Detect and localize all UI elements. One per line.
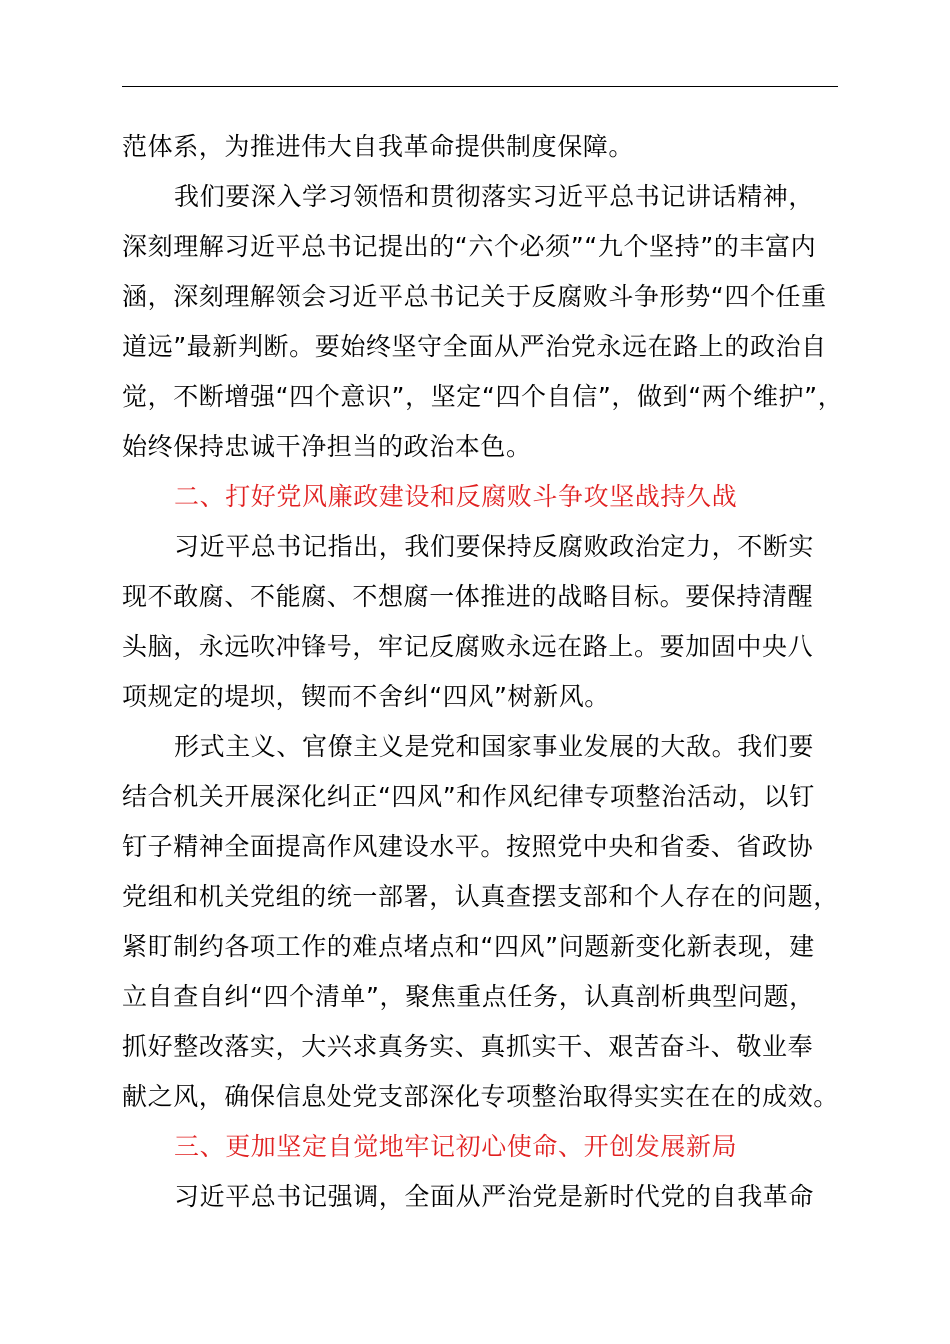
paragraph bbox=[122, 722, 838, 1122]
text-line: 觉，不断增强“四个意识”，坚定“四个自信”，做到“两个维护”， bbox=[122, 382, 844, 411]
text-line: 头脑，永远吹冲锋号，牢记反腐败永远在路上。要加固中央八 bbox=[122, 632, 814, 661]
paragraph bbox=[122, 522, 838, 722]
text-line: 形式主义、官僚主义是党和国家事业发展的大敌。我们要 bbox=[174, 732, 815, 761]
text-line: 深刻理解习近平总书记提出的“六个必须”“九个坚持”的丰富内 bbox=[122, 232, 817, 261]
text-line: 立自查自纠“四个清单”，聚焦重点任务，认真剖析典型问题， bbox=[122, 982, 815, 1011]
document-body bbox=[122, 122, 844, 1222]
paragraph bbox=[122, 172, 844, 472]
text-line: 钉子精神全面提高作风建设水平。按照党中央和省委、省政协 bbox=[122, 832, 814, 861]
text-line: 道远”最新判断。要始终坚守全面从严治党永远在路上的政治自 bbox=[122, 332, 827, 361]
text-line: 项规定的堤坝，锲而不舍纠“四风”树新风。 bbox=[122, 682, 610, 711]
text-line: 始终保持忠诚干净担当的政治本色。 bbox=[122, 432, 532, 461]
text-line: 范体系，为推进伟大自我革命提供制度保障。 bbox=[122, 132, 635, 161]
section-heading bbox=[122, 472, 838, 522]
text-line: 习近平总书记强调，全面从严治党是新时代党的自我革命 bbox=[174, 1182, 815, 1211]
text-line: 抓好整改落实，大兴求真务实、真抓实干、艰苦奋斗、敬业奉 bbox=[122, 1032, 814, 1061]
paragraph-continuation bbox=[122, 122, 838, 172]
heading-line: 二、打好党风廉政建设和反腐败斗争攻坚战持久战 bbox=[174, 482, 738, 511]
paragraph bbox=[122, 1172, 838, 1222]
heading-line: 三、更加坚定自觉地牢记初心使命、开创发展新局 bbox=[174, 1132, 738, 1161]
text-line: 现不敢腐、不能腐、不想腐一体推进的战略目标。要保持清醒 bbox=[122, 582, 814, 611]
text-line: 献之风，确保信息处党支部深化专项整治取得实实在在的成效。 bbox=[122, 1082, 839, 1111]
text-line: 习近平总书记指出，我们要保持反腐败政治定力，不断实 bbox=[174, 532, 815, 561]
header-rule bbox=[122, 86, 838, 87]
section-heading bbox=[122, 1122, 838, 1172]
text-line: 涵，深刻理解领会习近平总书记关于反腐败斗争形势“四个任重 bbox=[122, 282, 827, 311]
text-line: 紧盯制约各项工作的难点堵点和“四风”问题新变化新表现，建 bbox=[122, 932, 815, 961]
text-line: 我们要深入学习领悟和贯彻落实习近平总书记讲话精神， bbox=[174, 182, 815, 211]
text-line: 结合机关开展深化纠正“四风”和作风纪律专项整治活动，以钉 bbox=[122, 782, 815, 811]
text-line: 党组和机关党组的统一部署，认真查摆支部和个人存在的问题， bbox=[122, 882, 839, 911]
